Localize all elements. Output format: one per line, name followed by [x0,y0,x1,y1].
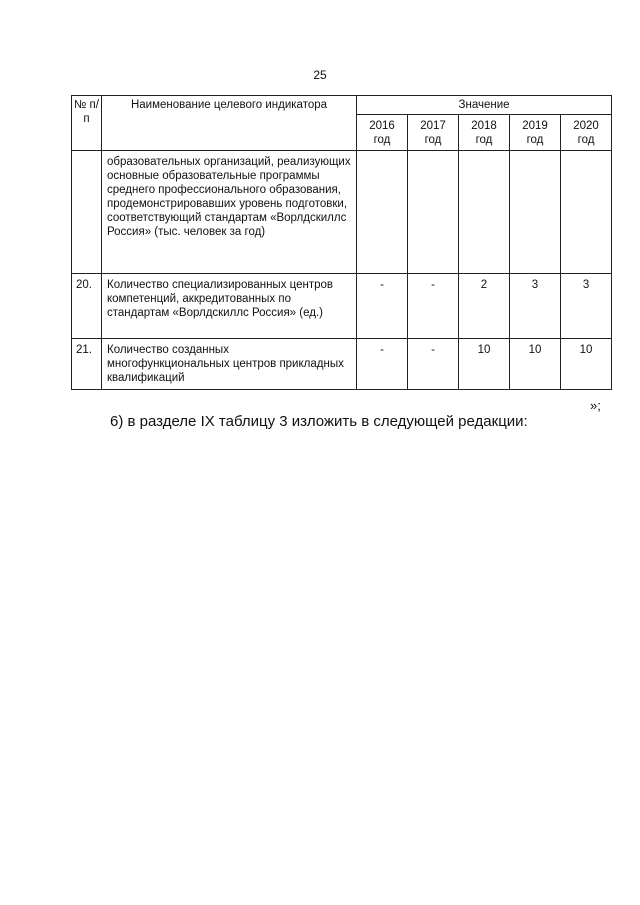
value-cell [561,151,612,274]
number-column-header: № п/п [72,96,102,151]
value-cell [408,151,459,274]
value-column-header: Значение [357,96,612,115]
indicator-name: образовательных организаций, реализующих основные образовательные программы среднего профессионального образования, продемонстрировавших уровень подготовки, соответствующий стандартам «Ворлдскиллс Россия» (тыс. человек за год) [102,151,357,274]
amendment-instruction: 6) в разделе IX таблицу 3 изложить в следующей редакции: [110,413,528,430]
name-column-header: Наименование целевого индикатора [102,96,357,151]
row-number: 21. [72,339,102,390]
value-cell: 3 [561,274,612,339]
year-header: 2017 год [408,115,459,151]
value-cell: - [408,274,459,339]
value-cell: - [357,339,408,390]
value-cell: 10 [510,339,561,390]
table-row [72,151,612,274]
closing-quote: »; [590,398,601,413]
value-cell [357,151,408,274]
table-row [72,339,612,390]
row-number [72,151,102,274]
indicator-name: Количество специализированных центров компетенций, аккредитованных по стандартам «Ворлдскиллс Россия» (ед.) [102,274,357,339]
value-cell: 2 [459,274,510,339]
year-header: 2018 год [459,115,510,151]
indicator-table [71,95,612,390]
value-cell: 10 [561,339,612,390]
value-cell [459,151,510,274]
table-row [72,274,612,339]
value-cell: 10 [459,339,510,390]
year-header: 2020 год [561,115,612,151]
value-cell: 3 [510,274,561,339]
value-cell: - [357,274,408,339]
value-cell: - [408,339,459,390]
row-number: 20. [72,274,102,339]
year-header: 2016 год [357,115,408,151]
indicator-name: Количество созданных многофункциональных центров прикладных квалификаций [102,339,357,390]
year-header: 2019 год [510,115,561,151]
value-cell [510,151,561,274]
page-number: 25 [313,68,327,82]
